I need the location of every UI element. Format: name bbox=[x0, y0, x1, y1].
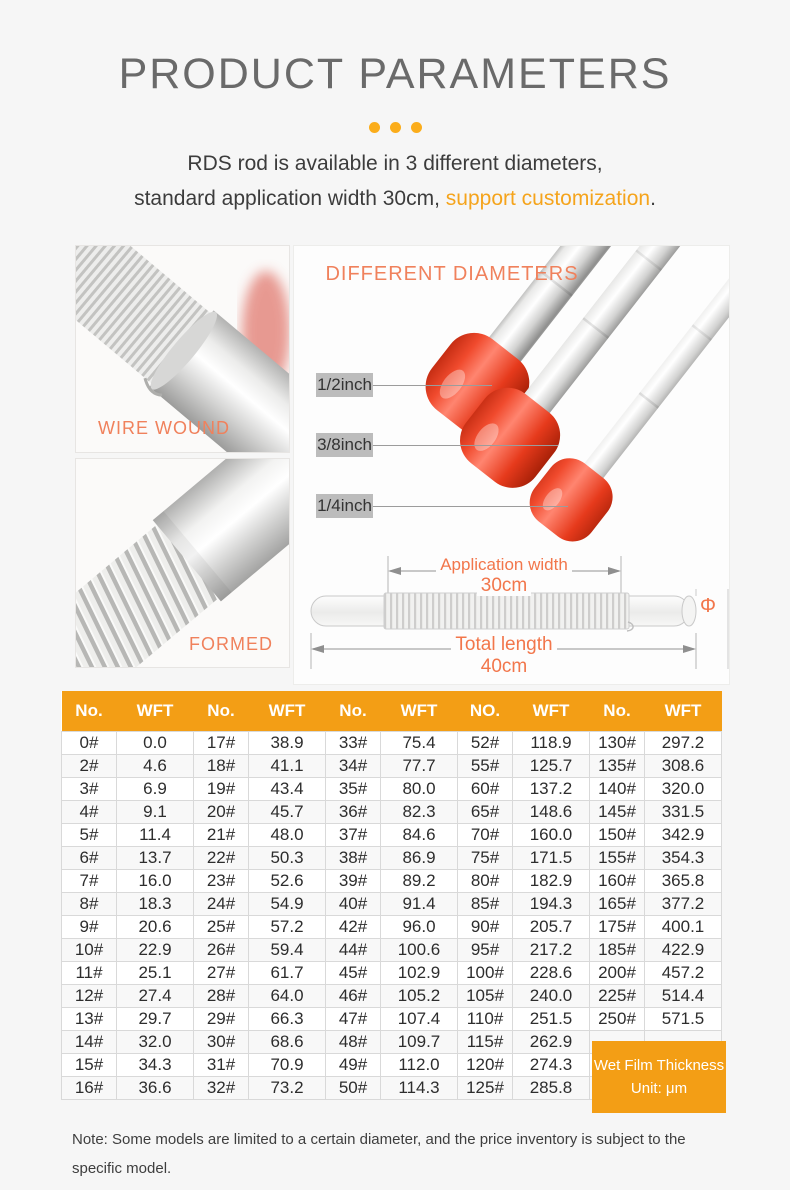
formed-label: FORMED bbox=[189, 634, 273, 654]
table-cell: 28# bbox=[194, 984, 249, 1007]
table-cell: 16# bbox=[62, 1076, 117, 1099]
table-cell: 36.6 bbox=[117, 1076, 194, 1099]
table-cell: 64.0 bbox=[249, 984, 326, 1007]
table-cell: 160.0 bbox=[513, 823, 590, 846]
table-cell: 82.3 bbox=[381, 800, 458, 823]
wft-box-unit: Unit: μm bbox=[630, 1079, 688, 1097]
table-cell: 365.8 bbox=[645, 869, 722, 892]
table-cell: 39# bbox=[326, 869, 381, 892]
table-row bbox=[62, 1007, 722, 1030]
table-cell: 47# bbox=[326, 1007, 381, 1030]
table-cell: 285.8 bbox=[513, 1076, 590, 1099]
subtitle bbox=[0, 146, 790, 216]
table-row bbox=[62, 892, 722, 915]
table-cell: 29.7 bbox=[117, 1007, 194, 1030]
table-cell: 24# bbox=[194, 892, 249, 915]
table-cell: 34.3 bbox=[117, 1053, 194, 1076]
table-cell: 571.5 bbox=[645, 1007, 722, 1030]
leader-line bbox=[373, 506, 568, 507]
table-cell: 135# bbox=[590, 754, 645, 777]
table-cell: 107.4 bbox=[381, 1007, 458, 1030]
table-cell: 100# bbox=[458, 961, 513, 984]
table-cell: 11# bbox=[62, 961, 117, 984]
table-row bbox=[62, 869, 722, 892]
table-cell: 114.3 bbox=[381, 1076, 458, 1099]
table-cell: 400.1 bbox=[645, 915, 722, 938]
table-cell: 8# bbox=[62, 892, 117, 915]
table-cell: 29# bbox=[194, 1007, 249, 1030]
table-cell: 225# bbox=[590, 984, 645, 1007]
table-cell: 20# bbox=[194, 800, 249, 823]
subtitle-line-2 bbox=[0, 181, 790, 216]
table-cell: 42# bbox=[326, 915, 381, 938]
table-cell: 22.9 bbox=[117, 938, 194, 961]
table-cell: 262.9 bbox=[513, 1030, 590, 1053]
table-cell: 49# bbox=[326, 1053, 381, 1076]
table-cell: 50.3 bbox=[249, 846, 326, 869]
table-cell: 22# bbox=[194, 846, 249, 869]
table-header-cell: WFT bbox=[249, 691, 326, 731]
table-cell: 140# bbox=[590, 777, 645, 800]
table-header-cell: No. bbox=[590, 691, 645, 731]
table-cell: 27.4 bbox=[117, 984, 194, 1007]
table-cell: 14# bbox=[62, 1030, 117, 1053]
table-cell: 12# bbox=[62, 984, 117, 1007]
table-cell: 70# bbox=[458, 823, 513, 846]
wire-wound-photo bbox=[75, 245, 290, 453]
table-cell: 308.6 bbox=[645, 754, 722, 777]
table-cell: 251.5 bbox=[513, 1007, 590, 1030]
table-header-cell: No. bbox=[62, 691, 117, 731]
subtitle-line-1: RDS rod is available in 3 different diameters, bbox=[187, 152, 603, 175]
size-label-three-eighths-inch: 3/8inch bbox=[316, 433, 373, 457]
table-cell: 145# bbox=[590, 800, 645, 823]
application-width-number: 30cm bbox=[477, 575, 531, 596]
table-cell: 70.9 bbox=[249, 1053, 326, 1076]
table-cell: 54.9 bbox=[249, 892, 326, 915]
table-cell: 0# bbox=[62, 731, 117, 754]
table-cell: 33# bbox=[326, 731, 381, 754]
table-cell: 205.7 bbox=[513, 915, 590, 938]
table-cell: 38# bbox=[326, 846, 381, 869]
table-cell: 68.6 bbox=[249, 1030, 326, 1053]
table-row bbox=[62, 731, 722, 754]
table-cell: 30# bbox=[194, 1030, 249, 1053]
dot-icon bbox=[390, 122, 401, 133]
table-row bbox=[62, 823, 722, 846]
table-cell: 4.6 bbox=[117, 754, 194, 777]
table-cell: 75.4 bbox=[381, 731, 458, 754]
wft-box-title: Wet Film Thickness bbox=[593, 1056, 725, 1074]
table-header-cell: No. bbox=[326, 691, 381, 731]
table-cell: 34# bbox=[326, 754, 381, 777]
table-cell: 26# bbox=[194, 938, 249, 961]
table-cell: 457.2 bbox=[645, 961, 722, 984]
table-row bbox=[62, 846, 722, 869]
table-cell: 118.9 bbox=[513, 731, 590, 754]
application-width-text: Application width bbox=[436, 555, 572, 574]
table-cell: 240.0 bbox=[513, 984, 590, 1007]
product-note: Note: Some models are limited to a certain diameter, and the price inventory is subject to the specific model. bbox=[72, 1131, 686, 1178]
size-label-half-inch: 1/2inch bbox=[316, 373, 373, 397]
table-cell: 160# bbox=[590, 869, 645, 892]
table-cell: 110# bbox=[458, 1007, 513, 1030]
table-cell: 25# bbox=[194, 915, 249, 938]
table-cell: 18.3 bbox=[117, 892, 194, 915]
table-header-cell: WFT bbox=[117, 691, 194, 731]
table-cell: 77.7 bbox=[381, 754, 458, 777]
table-cell: 96.0 bbox=[381, 915, 458, 938]
diameters-panel bbox=[293, 245, 730, 685]
table-cell: 155# bbox=[590, 846, 645, 869]
table-cell: 36# bbox=[326, 800, 381, 823]
table-cell: 16.0 bbox=[117, 869, 194, 892]
table-cell: 57.2 bbox=[249, 915, 326, 938]
table-cell: 55# bbox=[458, 754, 513, 777]
table-cell: 171.5 bbox=[513, 846, 590, 869]
table-cell: 112.0 bbox=[381, 1053, 458, 1076]
table-cell: 27# bbox=[194, 961, 249, 984]
decorative-dots bbox=[0, 122, 790, 134]
leader-line bbox=[373, 385, 492, 386]
table-cell: 48.0 bbox=[249, 823, 326, 846]
table-cell: 185# bbox=[590, 938, 645, 961]
table-cell: 194.3 bbox=[513, 892, 590, 915]
table-cell: 100.6 bbox=[381, 938, 458, 961]
table-cell: 73.2 bbox=[249, 1076, 326, 1099]
application-width-label bbox=[379, 554, 629, 575]
table-cell: 32# bbox=[194, 1076, 249, 1099]
dot-icon bbox=[411, 122, 422, 133]
diameter-symbol: Φ bbox=[700, 595, 716, 617]
table-cell: 10# bbox=[62, 938, 117, 961]
table-row bbox=[62, 984, 722, 1007]
table-cell: 137.2 bbox=[513, 777, 590, 800]
subtitle-period: . bbox=[650, 187, 656, 210]
table-cell: 514.4 bbox=[645, 984, 722, 1007]
table-cell: 422.9 bbox=[645, 938, 722, 961]
table-cell: 13.7 bbox=[117, 846, 194, 869]
table-cell: 354.3 bbox=[645, 846, 722, 869]
table-cell: 37# bbox=[326, 823, 381, 846]
table-cell: 75# bbox=[458, 846, 513, 869]
diameters-title: DIFFERENT DIAMETERS bbox=[325, 263, 579, 285]
table-cell: 45.7 bbox=[249, 800, 326, 823]
table-cell: 52.6 bbox=[249, 869, 326, 892]
table-cell: 5# bbox=[62, 823, 117, 846]
table-cell: 19# bbox=[194, 777, 249, 800]
total-length-number: 40cm bbox=[477, 656, 531, 677]
application-width-value bbox=[379, 575, 629, 597]
total-length-text: Total length bbox=[451, 634, 556, 655]
table-cell: 80.0 bbox=[381, 777, 458, 800]
table-row bbox=[62, 938, 722, 961]
table-cell: 31# bbox=[194, 1053, 249, 1076]
table-cell: 150# bbox=[590, 823, 645, 846]
table-cell: 43.4 bbox=[249, 777, 326, 800]
table-cell: 44# bbox=[326, 938, 381, 961]
table-cell: 45# bbox=[326, 961, 381, 984]
dot-icon bbox=[369, 122, 380, 133]
leader-line bbox=[373, 445, 558, 446]
size-label-quarter-inch: 1/4inch bbox=[316, 494, 373, 518]
table-cell: 297.2 bbox=[645, 731, 722, 754]
table-cell: 86.9 bbox=[381, 846, 458, 869]
table-cell: 342.9 bbox=[645, 823, 722, 846]
table-cell: 35# bbox=[326, 777, 381, 800]
table-cell: 95# bbox=[458, 938, 513, 961]
table-row bbox=[62, 777, 722, 800]
table-cell: 120# bbox=[458, 1053, 513, 1076]
table-cell: 23# bbox=[194, 869, 249, 892]
table-cell: 115# bbox=[458, 1030, 513, 1053]
table-cell: 61.7 bbox=[249, 961, 326, 984]
table-cell: 109.7 bbox=[381, 1030, 458, 1053]
table-cell: 32.0 bbox=[117, 1030, 194, 1053]
table-header-cell: No. bbox=[194, 691, 249, 731]
table-cell: 50# bbox=[326, 1076, 381, 1099]
subtitle-highlight: support customization bbox=[445, 187, 651, 210]
table-cell: 6.9 bbox=[117, 777, 194, 800]
table-cell: 91.4 bbox=[381, 892, 458, 915]
subtitle-line-2-text: standard application width 30cm, bbox=[134, 187, 446, 210]
table-cell: 0.0 bbox=[117, 731, 194, 754]
table-cell: 2# bbox=[62, 754, 117, 777]
table-cell: 3# bbox=[62, 777, 117, 800]
table-cell: 125# bbox=[458, 1076, 513, 1099]
table-cell: 17# bbox=[194, 731, 249, 754]
table-cell: 13# bbox=[62, 1007, 117, 1030]
formed-photo bbox=[75, 458, 290, 668]
wire-wound-label: WIRE WOUND bbox=[98, 418, 230, 438]
table-cell: 52# bbox=[458, 731, 513, 754]
table-cell: 65# bbox=[458, 800, 513, 823]
table-cell: 11.4 bbox=[117, 823, 194, 846]
table-cell: 90# bbox=[458, 915, 513, 938]
table-cell: 20.6 bbox=[117, 915, 194, 938]
table-cell: 9.1 bbox=[117, 800, 194, 823]
table-cell: 217.2 bbox=[513, 938, 590, 961]
table-cell: 46# bbox=[326, 984, 381, 1007]
table-cell: 4# bbox=[62, 800, 117, 823]
table-cell: 60# bbox=[458, 777, 513, 800]
table-cell: 40# bbox=[326, 892, 381, 915]
table-cell: 105.2 bbox=[381, 984, 458, 1007]
table-cell: 377.2 bbox=[645, 892, 722, 915]
table-cell: 7# bbox=[62, 869, 117, 892]
table-cell: 38.9 bbox=[249, 731, 326, 754]
table-cell: 9# bbox=[62, 915, 117, 938]
table-cell: 15# bbox=[62, 1053, 117, 1076]
table-row bbox=[62, 961, 722, 984]
table-cell: 165# bbox=[590, 892, 645, 915]
table-cell: 48# bbox=[326, 1030, 381, 1053]
table-cell: 331.5 bbox=[645, 800, 722, 823]
table-header-cell: WFT bbox=[381, 691, 458, 731]
table-cell: 105# bbox=[458, 984, 513, 1007]
table-header-cell: WFT bbox=[645, 691, 722, 731]
table-cell: 102.9 bbox=[381, 961, 458, 984]
table-row bbox=[62, 754, 722, 777]
table-cell: 89.2 bbox=[381, 869, 458, 892]
table-cell: 182.9 bbox=[513, 869, 590, 892]
wft-unit-box bbox=[592, 1041, 726, 1113]
table-cell: 18# bbox=[194, 754, 249, 777]
total-length-value bbox=[324, 656, 684, 678]
table-cell: 85# bbox=[458, 892, 513, 915]
table-cell: 84.6 bbox=[381, 823, 458, 846]
table-cell: 125.7 bbox=[513, 754, 590, 777]
table-cell: 200# bbox=[590, 961, 645, 984]
table-cell: 21# bbox=[194, 823, 249, 846]
table-cell: 175# bbox=[590, 915, 645, 938]
table-cell: 25.1 bbox=[117, 961, 194, 984]
table-cell: 250# bbox=[590, 1007, 645, 1030]
table-cell: 228.6 bbox=[513, 961, 590, 984]
table-cell: 41.1 bbox=[249, 754, 326, 777]
page-title: PRODUCT PARAMETERS bbox=[118, 50, 672, 98]
table-cell: 148.6 bbox=[513, 800, 590, 823]
table-cell: 320.0 bbox=[645, 777, 722, 800]
table-cell: 130# bbox=[590, 731, 645, 754]
table-header-cell: NO. bbox=[458, 691, 513, 731]
table-header-cell: WFT bbox=[513, 691, 590, 731]
table-row bbox=[62, 915, 722, 938]
table-cell: 80# bbox=[458, 869, 513, 892]
table-header bbox=[62, 691, 722, 731]
table-row bbox=[62, 800, 722, 823]
table-cell: 66.3 bbox=[249, 1007, 326, 1030]
parameters-table bbox=[61, 691, 722, 1100]
table-cell: 274.3 bbox=[513, 1053, 590, 1076]
table-cell: 6# bbox=[62, 846, 117, 869]
total-length-label bbox=[324, 634, 684, 656]
table-cell: 59.4 bbox=[249, 938, 326, 961]
